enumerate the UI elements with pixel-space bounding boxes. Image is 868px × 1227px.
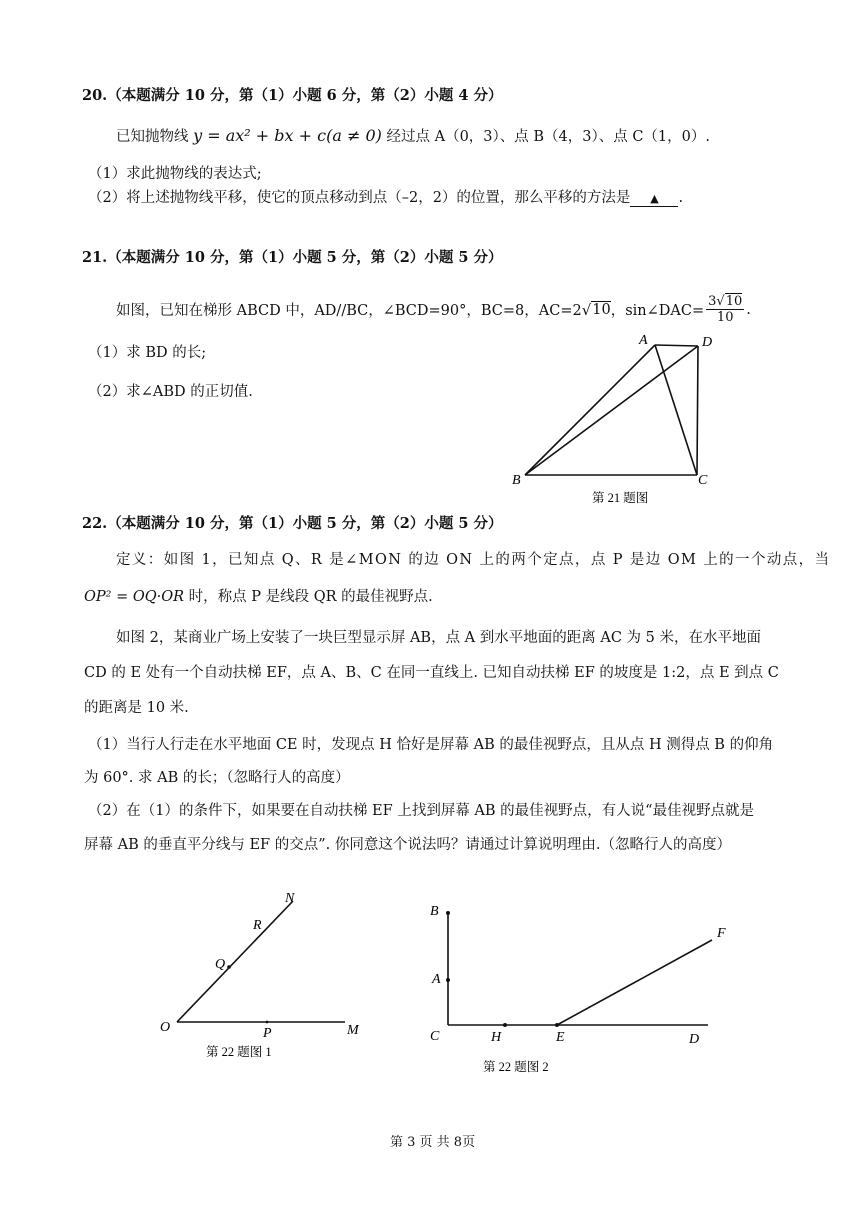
label-F: F xyxy=(717,926,726,941)
q22-figure2 xyxy=(420,895,740,1080)
q20-formula: y = ax² + bx + c(a ≠ 0) xyxy=(193,126,382,145)
label-B: B xyxy=(430,904,439,919)
q20-part2-line: （2）将上述抛物线平移，使它的顶点移动到点（–2，2）的位置，那么平移的方法是 ▲ . xyxy=(88,190,684,206)
label-P: P xyxy=(263,1026,272,1041)
point-A xyxy=(446,978,450,982)
ray-ON xyxy=(177,901,293,1022)
q22-definition-line2 xyxy=(84,585,433,606)
point-E xyxy=(555,1023,559,1027)
q20-stem-b: 经过点 A（0，3）、点 B（4，3）、点 C（1，0）. xyxy=(386,129,710,145)
label-A: A xyxy=(639,333,648,348)
q20-heading: 20.（本题满分 10 分，第（1）小题 6 分，第（2）小题 4 分） xyxy=(82,87,503,104)
q22-definition-line1: 定义：如图 1，已知点 Q、R 是∠MON 的边 ON 上的两个定点，点 P 是边 OM 上的一个动点，当 xyxy=(116,552,831,568)
q22-def-formula: OP² = OQ·OR xyxy=(84,589,185,605)
answer-blank xyxy=(630,191,678,207)
q20-part2: （2）将上述抛物线平移，使它的顶点移动到点（–2，2）的位置，那么平移的方法是 xyxy=(88,190,631,206)
segment-BA xyxy=(525,345,655,475)
q22-fig1-caption: 第 22 题图 1 xyxy=(206,1045,272,1059)
point-B xyxy=(446,911,450,915)
q22-part2-line2: 屏幕 AB 的垂直平分线与 EF 的交点”. 你同意这个说法吗？请通过计算说明理由.（忽略行人的高度） xyxy=(84,837,731,853)
q21-part2: （2）求∠ABD 的正切值. xyxy=(88,384,253,400)
label-H: H xyxy=(491,1030,502,1045)
q22-para-line3: 的距离是 10 米. xyxy=(84,700,189,716)
q20-part1: （1）求此抛物线的表达式; xyxy=(88,166,262,182)
q21-frac-rad: 10 xyxy=(725,294,743,309)
label-Q: Q xyxy=(215,957,226,972)
q22-part2-line1: （2）在（1）的条件下，如果要在自动扶梯 EF 上找到屏幕 AB 的最佳视野点，有人说“最佳视野点就是 xyxy=(88,803,755,819)
q20-stem xyxy=(116,125,710,146)
q21-sqrt-ac: 10 xyxy=(592,302,611,318)
label-O: O xyxy=(160,1020,171,1035)
q21-heading: 21.（本题满分 10 分，第（1）小题 5 分，第（2）小题 5 分） xyxy=(82,249,503,266)
q21-part1: （1）求 BD 的长; xyxy=(88,345,207,361)
label-C: C xyxy=(698,473,708,488)
label-B: B xyxy=(512,473,521,488)
q22-part1-line2: 为 60°. 求 AB 的长；（忽略行人的高度） xyxy=(84,770,350,786)
label-R: R xyxy=(253,918,262,933)
point-P xyxy=(266,1021,269,1024)
q22-para-line1: 如图 2，某商业广场上安装了一块巨型显示屏 AB，点 A 到水平地面的距离 AC 为 5 米，在水平地面 xyxy=(116,630,761,646)
q21-frac-den: 10 xyxy=(716,310,734,325)
q22-part1-line1: （1）当行人行走在水平地面 CE 时，发现点 H 恰好是屏幕 AB 的最佳视野点，且从点 H 测得点 B 的仰角 xyxy=(88,737,774,753)
q21-stem-sin: ，sin∠DAC= xyxy=(610,303,705,319)
label-N: N xyxy=(285,891,295,906)
label-D: D xyxy=(689,1032,700,1047)
segment-BD xyxy=(525,346,698,475)
label-D: D xyxy=(702,335,713,350)
q22-fig2-caption: 第 22 题图 2 xyxy=(483,1060,549,1074)
q21-figure xyxy=(500,326,730,510)
label-M: M xyxy=(347,1023,359,1038)
page-footer: 第 3 页 共 8页 xyxy=(390,1135,476,1150)
q20-stem-a: 已知抛物线 xyxy=(116,129,189,145)
q21-caption: 第 21 题图 xyxy=(592,491,649,505)
q22-figure1 xyxy=(150,885,380,1065)
label-A: A xyxy=(432,972,441,987)
q21-frac-coef: 3 xyxy=(708,294,717,309)
segment-AC xyxy=(655,345,697,475)
q22-def-text: 时，称点 P 是线段 QR 的最佳视野点. xyxy=(188,589,433,605)
label-E: E xyxy=(556,1030,565,1045)
segment-DC xyxy=(697,346,698,475)
q21-stem-text: 如图，已知在梯形 ABCD 中，AD//BC，∠BCD=90°，BC=8，AC=2 xyxy=(116,303,582,319)
segment-AD xyxy=(655,345,698,346)
q21-fraction: $\frac{3√10}{10}$ xyxy=(708,294,743,325)
point-Q xyxy=(227,965,231,969)
blank-mark: ▲ xyxy=(650,192,659,205)
q22-heading: 22.（本题满分 10 分，第（1）小题 5 分，第（2）小题 5 分） xyxy=(82,515,503,532)
escalator-EF xyxy=(557,940,712,1025)
q21-stem: 如图，已知在梯形 ABCD 中，AD//BC，∠BCD=90°，BC=8，AC=2 √ 10 ，sin∠DAC= $\frac{3√10}{10}$ . xyxy=(116,294,751,325)
q22-para-line2: CD 的 E 处有一个自动扶梯 EF，点 A、B、C 在同一直线上. 已知自动扶梯 EF 的坡度是 1:2，点 E 到点 C xyxy=(84,665,779,681)
point-H xyxy=(503,1023,507,1027)
label-C: C xyxy=(430,1029,440,1044)
